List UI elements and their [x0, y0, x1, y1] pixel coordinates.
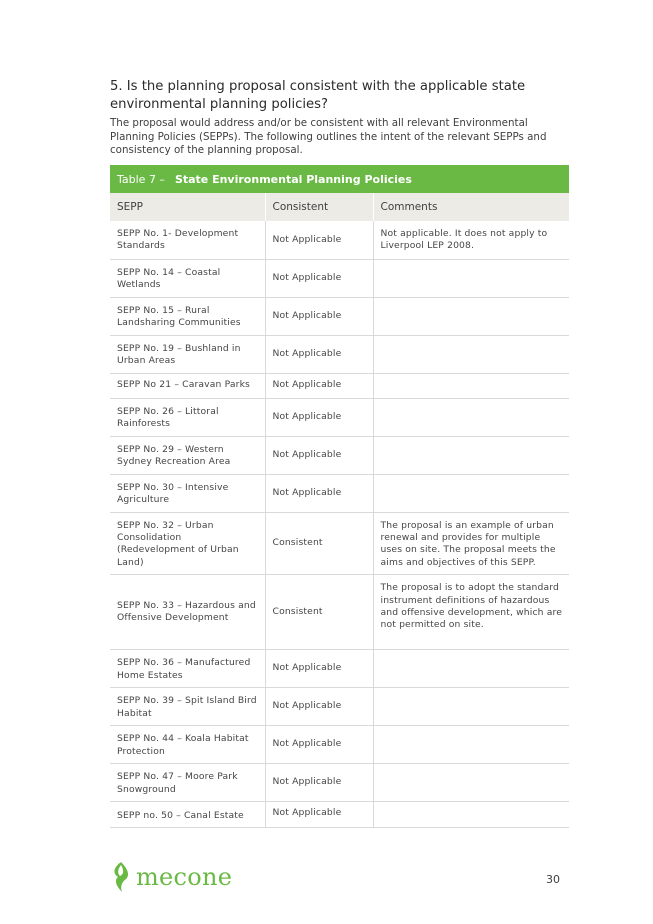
consistent-cell: Not Applicable	[265, 335, 373, 373]
table-row	[110, 398, 569, 436]
table-row	[110, 726, 569, 764]
col-header-comments: Comments	[373, 193, 569, 221]
consistent-cell: Not Applicable	[265, 373, 373, 398]
consistent-cell: Consistent	[265, 575, 373, 650]
sepp-table	[110, 165, 570, 828]
table-row	[110, 512, 569, 575]
leaf-logo-icon	[110, 861, 132, 893]
table-row	[110, 373, 569, 398]
consistent-cell: Not Applicable	[265, 398, 373, 436]
table-row	[110, 221, 569, 259]
comment-cell	[373, 764, 569, 802]
sepp-cell: SEPP No. 39 – Spit Island Bird Habitat	[110, 688, 265, 726]
sepp-cell: SEPP No 21 – Caravan Parks	[110, 373, 265, 398]
table-title: State Environmental Planning Policies	[174, 172, 412, 186]
table-row	[110, 802, 569, 828]
sepp-cell: SEPP No. 36 – Manufactured Home Estates	[110, 650, 265, 688]
table-header-row	[110, 193, 569, 221]
comment-cell	[373, 802, 569, 828]
sepp-cell: SEPP No. 19 – Bushland in Urban Areas	[110, 335, 265, 373]
table-row	[110, 259, 569, 297]
sepp-cell: SEPP No. 32 – Urban Consolidation (Redevelopment of Urban Land)	[110, 512, 265, 575]
sepp-cell: SEPP No. 30 – Intensive Agriculture	[110, 474, 265, 512]
comment-cell	[373, 398, 569, 436]
sepp-cell: SEPP No. 29 – Western Sydney Recreation Area	[110, 436, 265, 474]
table-row	[110, 575, 569, 650]
table-row	[110, 474, 569, 512]
col-header-sepp: SEPP	[110, 193, 265, 221]
table-row	[110, 436, 569, 474]
comment-cell: The proposal is to adopt the standard instrument definitions of hazardous and offensive development, which are not permitted on site.	[373, 575, 569, 650]
table-row	[110, 650, 569, 688]
consistent-cell: Not Applicable	[265, 688, 373, 726]
comment-cell	[373, 297, 569, 335]
intro-paragraph: The proposal would address and/or be consistent with all relevant Environmental Planning Policies (SEPPs). The following outlines the intent of the relevant SEPPs and consistency of the planning proposal.	[110, 117, 547, 156]
consistent-cell: Not Applicable	[265, 221, 373, 259]
comment-cell	[373, 474, 569, 512]
page-number: 30	[546, 873, 560, 886]
sepp-cell: SEPP No. 44 – Koala Habitat Protection	[110, 726, 265, 764]
table-label: Table 7 –	[117, 172, 165, 186]
consistent-cell: Not Applicable	[265, 436, 373, 474]
sepp-cell: SEPP No. 47 – Moore Park Snowground	[110, 764, 265, 802]
consistent-cell: Not Applicable	[265, 650, 373, 688]
comment-cell	[373, 650, 569, 688]
consistent-cell: Not Applicable	[265, 297, 373, 335]
logo-text: mecone	[136, 863, 233, 891]
sepp-cell: SEPP No. 1- Development Standards	[110, 221, 265, 259]
consistent-cell: Consistent	[265, 512, 373, 575]
sepp-cell: SEPP No. 33 – Hazardous and Offensive Development	[110, 575, 265, 650]
comment-cell: Not applicable. It does not apply to Liverpool LEP 2008.	[373, 221, 569, 259]
comment-cell	[373, 436, 569, 474]
table-row	[110, 764, 569, 802]
consistent-cell: Not Applicable	[265, 764, 373, 802]
comment-cell	[373, 259, 569, 297]
sepp-cell: SEPP no. 50 – Canal Estate	[110, 802, 265, 828]
section-heading: 5. Is the planning proposal consistent with the applicable state environmental planning policies?	[110, 79, 526, 112]
sepp-cell: SEPP No. 14 – Coastal Wetlands	[110, 259, 265, 297]
table-title-row	[110, 165, 569, 193]
table-row	[110, 297, 569, 335]
comment-cell	[373, 373, 569, 398]
consistent-cell: Not Applicable	[265, 259, 373, 297]
sepp-cell: SEPP No. 26 – Littoral Rainforests	[110, 398, 265, 436]
sepp-cell: SEPP No. 15 – Rural Landsharing Communities	[110, 297, 265, 335]
company-logo	[110, 860, 232, 894]
col-header-consistent: Consistent	[265, 193, 373, 221]
table-row	[110, 335, 569, 373]
consistent-cell: Not Applicable	[265, 802, 373, 828]
comment-cell: The proposal is an example of urban renewal and provides for multiple uses on site. The proposal meets the aims and objectives of this SEPP.	[373, 512, 569, 575]
comment-cell	[373, 726, 569, 764]
consistent-cell: Not Applicable	[265, 726, 373, 764]
comment-cell	[373, 688, 569, 726]
comment-cell	[373, 335, 569, 373]
table-row	[110, 688, 569, 726]
consistent-cell: Not Applicable	[265, 474, 373, 512]
